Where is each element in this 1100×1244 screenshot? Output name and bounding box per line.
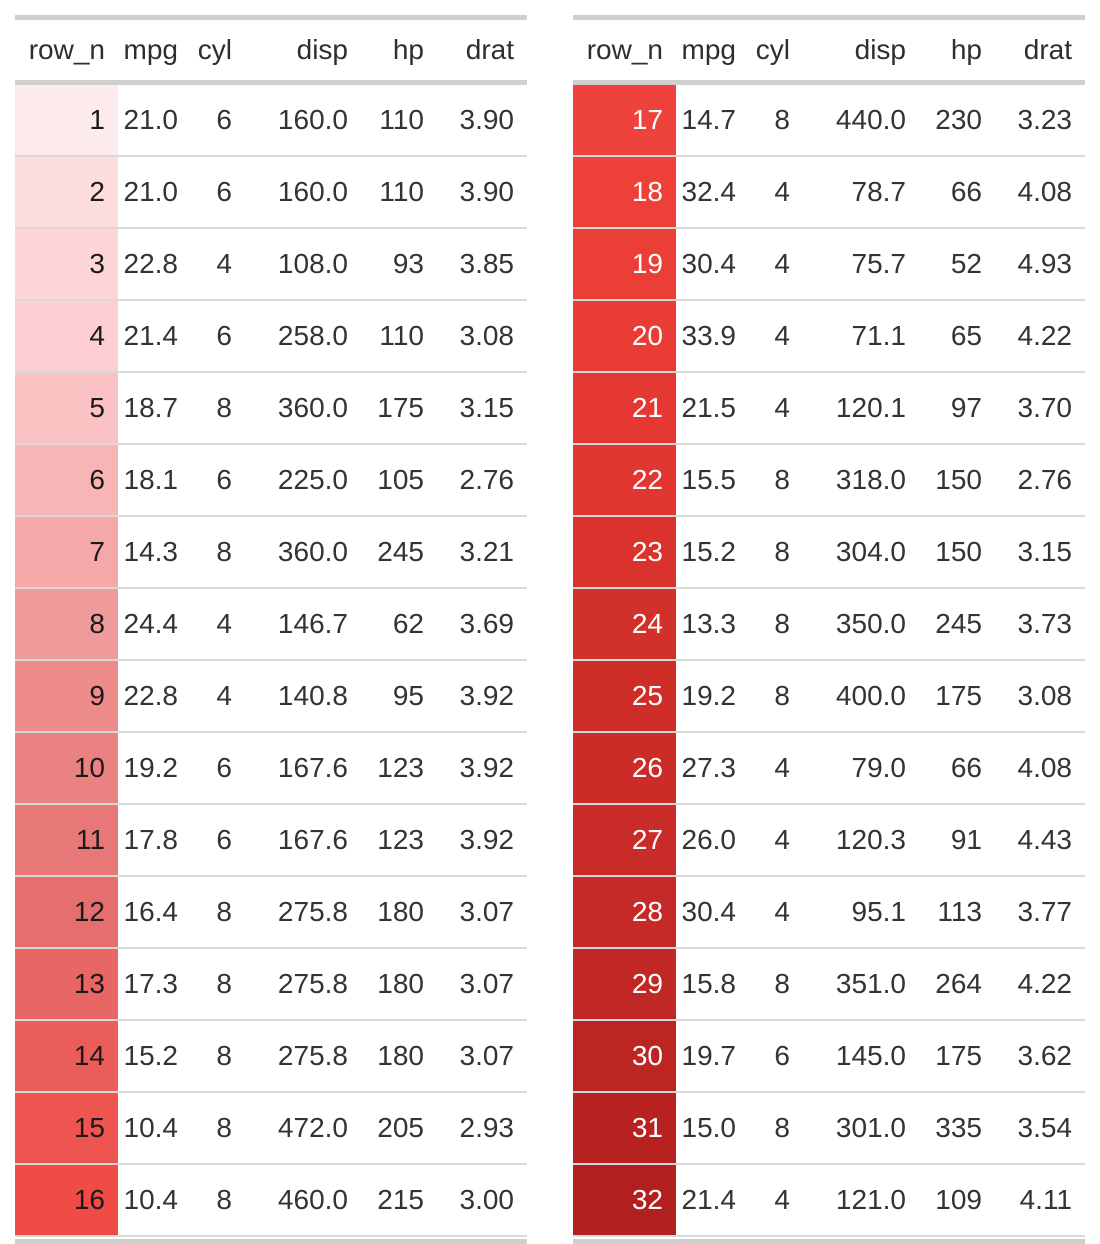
data-cell-hp: 66 xyxy=(919,156,995,228)
data-cell-cyl: 8 xyxy=(749,1092,803,1164)
data-cell-mpg: 15.5 xyxy=(676,444,749,516)
data-cell-drat: 3.90 xyxy=(437,156,527,228)
data-cell-drat: 4.08 xyxy=(995,732,1085,804)
data-cell-drat: 3.73 xyxy=(995,588,1085,660)
data-cell-disp: 258.0 xyxy=(245,300,361,372)
data-cell-cyl: 8 xyxy=(749,444,803,516)
data-cell-hp: 245 xyxy=(919,588,995,660)
data-cell-hp: 62 xyxy=(361,588,437,660)
row-number-cell: 19 xyxy=(573,228,676,300)
row-number-cell: 14 xyxy=(15,1020,118,1092)
data-cell-hp: 205 xyxy=(361,1092,437,1164)
table-header xyxy=(15,18,527,83)
row-number-cell: 29 xyxy=(573,948,676,1020)
data-cell-hp: 175 xyxy=(361,372,437,444)
header-cell-mpg: mpg xyxy=(118,18,191,83)
data-cell-hp: 66 xyxy=(919,732,995,804)
data-cell-hp: 97 xyxy=(919,372,995,444)
data-cell-drat: 3.07 xyxy=(437,1020,527,1092)
data-cell-drat: 4.43 xyxy=(995,804,1085,876)
table-row xyxy=(15,156,527,228)
row-number-cell: 30 xyxy=(573,1020,676,1092)
table-row xyxy=(15,732,527,804)
data-cell-drat: 3.23 xyxy=(995,83,1085,157)
data-cell-disp: 472.0 xyxy=(245,1092,361,1164)
table-row xyxy=(15,516,527,588)
table-block-left xyxy=(15,15,527,1244)
table-row xyxy=(15,1020,527,1092)
data-cell-drat: 3.08 xyxy=(995,660,1085,732)
data-cell-hp: 93 xyxy=(361,228,437,300)
data-cell-mpg: 27.3 xyxy=(676,732,749,804)
header-cell-drat: drat xyxy=(995,18,1085,83)
data-cell-disp: 78.7 xyxy=(803,156,919,228)
data-cell-disp: 275.8 xyxy=(245,876,361,948)
data-cell-cyl: 6 xyxy=(191,804,245,876)
data-cell-drat: 4.22 xyxy=(995,948,1085,1020)
data-cell-cyl: 8 xyxy=(191,876,245,948)
data-cell-cyl: 4 xyxy=(749,1164,803,1236)
row-number-cell: 15 xyxy=(15,1092,118,1164)
data-cell-cyl: 6 xyxy=(191,83,245,157)
data-cell-hp: 123 xyxy=(361,804,437,876)
row-number-cell: 17 xyxy=(573,83,676,157)
data-cell-hp: 150 xyxy=(919,516,995,588)
data-cell-cyl: 8 xyxy=(191,1092,245,1164)
table-row xyxy=(15,948,527,1020)
table-bottom-rule xyxy=(15,1239,527,1244)
data-cell-drat: 3.92 xyxy=(437,732,527,804)
data-cell-disp: 145.0 xyxy=(803,1020,919,1092)
data-cell-mpg: 13.3 xyxy=(676,588,749,660)
data-cell-hp: 175 xyxy=(919,660,995,732)
data-cell-mpg: 21.0 xyxy=(118,156,191,228)
data-cell-cyl: 8 xyxy=(749,660,803,732)
data-cell-disp: 108.0 xyxy=(245,228,361,300)
row-number-cell: 25 xyxy=(573,660,676,732)
data-cell-drat: 4.93 xyxy=(995,228,1085,300)
data-cell-mpg: 18.1 xyxy=(118,444,191,516)
data-cell-disp: 318.0 xyxy=(803,444,919,516)
data-cell-cyl: 8 xyxy=(191,1020,245,1092)
data-cell-disp: 360.0 xyxy=(245,372,361,444)
row-number-cell: 20 xyxy=(573,300,676,372)
row-number-cell: 11 xyxy=(15,804,118,876)
data-cell-mpg: 21.0 xyxy=(118,83,191,157)
data-cell-disp: 167.6 xyxy=(245,732,361,804)
data-cell-mpg: 22.8 xyxy=(118,228,191,300)
data-cell-drat: 3.70 xyxy=(995,372,1085,444)
row-number-cell: 7 xyxy=(15,516,118,588)
data-cell-disp: 160.0 xyxy=(245,156,361,228)
row-number-cell: 23 xyxy=(573,516,676,588)
table-row xyxy=(573,660,1085,732)
header-cell-mpg: mpg xyxy=(676,18,749,83)
data-cell-disp: 121.0 xyxy=(803,1164,919,1236)
table-row xyxy=(573,516,1085,588)
data-cell-cyl: 4 xyxy=(191,228,245,300)
data-cell-cyl: 4 xyxy=(749,372,803,444)
data-cell-disp: 275.8 xyxy=(245,948,361,1020)
data-cell-drat: 3.54 xyxy=(995,1092,1085,1164)
data-cell-mpg: 10.4 xyxy=(118,1092,191,1164)
data-cell-drat: 3.92 xyxy=(437,804,527,876)
data-cell-mpg: 19.2 xyxy=(676,660,749,732)
data-cell-disp: 301.0 xyxy=(803,1092,919,1164)
data-cell-disp: 146.7 xyxy=(245,588,361,660)
data-cell-mpg: 30.4 xyxy=(676,876,749,948)
row-number-cell: 24 xyxy=(573,588,676,660)
data-cell-mpg: 26.0 xyxy=(676,804,749,876)
data-cell-hp: 150 xyxy=(919,444,995,516)
data-cell-drat: 3.92 xyxy=(437,660,527,732)
data-cell-hp: 215 xyxy=(361,1164,437,1236)
data-cell-mpg: 15.2 xyxy=(118,1020,191,1092)
row-number-cell: 3 xyxy=(15,228,118,300)
data-cell-drat: 2.76 xyxy=(437,444,527,516)
header-cell-row_n: row_n xyxy=(15,18,118,83)
data-cell-cyl: 8 xyxy=(191,948,245,1020)
data-cell-disp: 140.8 xyxy=(245,660,361,732)
data-cell-drat: 3.90 xyxy=(437,83,527,157)
data-cell-hp: 123 xyxy=(361,732,437,804)
data-cell-disp: 75.7 xyxy=(803,228,919,300)
data-cell-drat: 4.22 xyxy=(995,300,1085,372)
data-cell-mpg: 30.4 xyxy=(676,228,749,300)
data-cell-drat: 4.11 xyxy=(995,1164,1085,1236)
row-number-cell: 2 xyxy=(15,156,118,228)
table-row xyxy=(573,83,1085,157)
table-row xyxy=(15,804,527,876)
table-row xyxy=(573,732,1085,804)
data-cell-cyl: 4 xyxy=(191,660,245,732)
header-row xyxy=(573,18,1085,83)
row-number-cell: 12 xyxy=(15,876,118,948)
data-cell-hp: 91 xyxy=(919,804,995,876)
data-cell-drat: 3.85 xyxy=(437,228,527,300)
row-number-cell: 9 xyxy=(15,660,118,732)
data-cell-cyl: 8 xyxy=(191,372,245,444)
data-cell-cyl: 4 xyxy=(749,300,803,372)
header-cell-hp: hp xyxy=(361,18,437,83)
table-header xyxy=(573,18,1085,83)
data-cell-disp: 167.6 xyxy=(245,804,361,876)
data-cell-drat: 3.21 xyxy=(437,516,527,588)
data-cell-drat: 3.07 xyxy=(437,948,527,1020)
data-cell-disp: 275.8 xyxy=(245,1020,361,1092)
table-row xyxy=(15,1164,527,1236)
table-row xyxy=(573,156,1085,228)
data-cell-cyl: 4 xyxy=(749,804,803,876)
data-cell-hp: 180 xyxy=(361,948,437,1020)
data-cell-cyl: 4 xyxy=(749,876,803,948)
table-row xyxy=(15,444,527,516)
row-number-cell: 27 xyxy=(573,804,676,876)
data-cell-drat: 3.69 xyxy=(437,588,527,660)
data-cell-cyl: 8 xyxy=(191,516,245,588)
table-row xyxy=(573,372,1085,444)
row-number-cell: 13 xyxy=(15,948,118,1020)
data-cell-disp: 95.1 xyxy=(803,876,919,948)
data-cell-mpg: 21.4 xyxy=(676,1164,749,1236)
data-cell-cyl: 8 xyxy=(749,83,803,157)
data-cell-disp: 304.0 xyxy=(803,516,919,588)
data-cell-mpg: 17.3 xyxy=(118,948,191,1020)
data-cell-disp: 120.1 xyxy=(803,372,919,444)
data-cell-hp: 105 xyxy=(361,444,437,516)
data-table-rows-1-16 xyxy=(15,15,527,1237)
data-cell-mpg: 22.8 xyxy=(118,660,191,732)
table-body xyxy=(15,83,527,1237)
data-cell-mpg: 10.4 xyxy=(118,1164,191,1236)
row-number-cell: 22 xyxy=(573,444,676,516)
table-row xyxy=(573,804,1085,876)
data-cell-cyl: 4 xyxy=(191,588,245,660)
data-cell-cyl: 8 xyxy=(749,948,803,1020)
data-cell-disp: 225.0 xyxy=(245,444,361,516)
data-cell-cyl: 6 xyxy=(749,1020,803,1092)
data-cell-cyl: 6 xyxy=(191,444,245,516)
data-cell-hp: 230 xyxy=(919,83,995,157)
data-cell-mpg: 14.3 xyxy=(118,516,191,588)
data-cell-hp: 264 xyxy=(919,948,995,1020)
table-row xyxy=(573,948,1085,1020)
table-row xyxy=(15,660,527,732)
data-cell-disp: 79.0 xyxy=(803,732,919,804)
data-cell-cyl: 8 xyxy=(191,1164,245,1236)
data-cell-drat: 3.15 xyxy=(995,516,1085,588)
data-cell-cyl: 6 xyxy=(191,300,245,372)
data-cell-cyl: 4 xyxy=(749,156,803,228)
data-cell-mpg: 15.0 xyxy=(676,1092,749,1164)
table-row xyxy=(15,1092,527,1164)
data-table-rows-17-32 xyxy=(573,15,1085,1237)
row-number-cell: 16 xyxy=(15,1164,118,1236)
data-cell-hp: 180 xyxy=(361,1020,437,1092)
table-row xyxy=(573,444,1085,516)
data-cell-mpg: 32.4 xyxy=(676,156,749,228)
data-cell-mpg: 21.4 xyxy=(118,300,191,372)
row-number-cell: 4 xyxy=(15,300,118,372)
data-cell-mpg: 18.7 xyxy=(118,372,191,444)
data-cell-cyl: 4 xyxy=(749,228,803,300)
row-number-cell: 10 xyxy=(15,732,118,804)
data-cell-cyl: 8 xyxy=(749,588,803,660)
header-cell-row_n: row_n xyxy=(573,18,676,83)
data-cell-hp: 110 xyxy=(361,300,437,372)
data-cell-hp: 245 xyxy=(361,516,437,588)
data-cell-drat: 3.08 xyxy=(437,300,527,372)
table-row xyxy=(15,372,527,444)
data-cell-disp: 440.0 xyxy=(803,83,919,157)
table-row xyxy=(573,228,1085,300)
table-row xyxy=(573,876,1085,948)
table-row xyxy=(15,876,527,948)
header-cell-disp: disp xyxy=(803,18,919,83)
table-row xyxy=(573,300,1085,372)
row-number-cell: 32 xyxy=(573,1164,676,1236)
data-cell-mpg: 21.5 xyxy=(676,372,749,444)
table-row xyxy=(15,83,527,157)
data-cell-hp: 95 xyxy=(361,660,437,732)
row-number-cell: 21 xyxy=(573,372,676,444)
row-number-cell: 31 xyxy=(573,1092,676,1164)
row-number-cell: 8 xyxy=(15,588,118,660)
data-cell-cyl: 6 xyxy=(191,156,245,228)
header-cell-drat: drat xyxy=(437,18,527,83)
header-cell-cyl: cyl xyxy=(191,18,245,83)
table-row xyxy=(573,588,1085,660)
table-row xyxy=(573,1164,1085,1236)
table-row xyxy=(573,1092,1085,1164)
data-cell-hp: 110 xyxy=(361,83,437,157)
data-cell-disp: 360.0 xyxy=(245,516,361,588)
data-cell-mpg: 15.2 xyxy=(676,516,749,588)
data-cell-cyl: 4 xyxy=(749,732,803,804)
table-block-right xyxy=(573,15,1085,1244)
data-cell-disp: 71.1 xyxy=(803,300,919,372)
row-number-cell: 18 xyxy=(573,156,676,228)
data-cell-mpg: 14.7 xyxy=(676,83,749,157)
table-row xyxy=(15,588,527,660)
data-cell-disp: 350.0 xyxy=(803,588,919,660)
data-cell-disp: 351.0 xyxy=(803,948,919,1020)
data-cell-disp: 120.3 xyxy=(803,804,919,876)
data-cell-drat: 2.93 xyxy=(437,1092,527,1164)
header-cell-hp: hp xyxy=(919,18,995,83)
data-cell-drat: 3.00 xyxy=(437,1164,527,1236)
data-cell-drat: 3.62 xyxy=(995,1020,1085,1092)
data-cell-disp: 460.0 xyxy=(245,1164,361,1236)
table-bottom-rule xyxy=(573,1239,1085,1244)
header-row xyxy=(15,18,527,83)
data-cell-hp: 175 xyxy=(919,1020,995,1092)
header-cell-disp: disp xyxy=(245,18,361,83)
row-number-cell: 5 xyxy=(15,372,118,444)
data-cell-drat: 4.08 xyxy=(995,156,1085,228)
data-cell-hp: 109 xyxy=(919,1164,995,1236)
data-cell-drat: 3.15 xyxy=(437,372,527,444)
data-cell-drat: 2.76 xyxy=(995,444,1085,516)
data-cell-drat: 3.07 xyxy=(437,876,527,948)
data-cell-mpg: 17.8 xyxy=(118,804,191,876)
table-body xyxy=(573,83,1085,1237)
data-cell-cyl: 8 xyxy=(749,516,803,588)
data-cell-cyl: 6 xyxy=(191,732,245,804)
data-cell-mpg: 33.9 xyxy=(676,300,749,372)
data-cell-drat: 3.77 xyxy=(995,876,1085,948)
data-cell-mpg: 16.4 xyxy=(118,876,191,948)
row-number-cell: 1 xyxy=(15,83,118,157)
row-number-cell: 28 xyxy=(573,876,676,948)
header-cell-cyl: cyl xyxy=(749,18,803,83)
data-cell-disp: 160.0 xyxy=(245,83,361,157)
row-number-cell: 26 xyxy=(573,732,676,804)
data-cell-mpg: 19.2 xyxy=(118,732,191,804)
data-cell-mpg: 15.8 xyxy=(676,948,749,1020)
table-row xyxy=(573,1020,1085,1092)
data-cell-disp: 400.0 xyxy=(803,660,919,732)
data-cell-hp: 65 xyxy=(919,300,995,372)
table-row xyxy=(15,228,527,300)
data-cell-hp: 113 xyxy=(919,876,995,948)
data-cell-mpg: 19.7 xyxy=(676,1020,749,1092)
data-cell-hp: 335 xyxy=(919,1092,995,1164)
data-cell-hp: 52 xyxy=(919,228,995,300)
row-number-cell: 6 xyxy=(15,444,118,516)
data-cell-hp: 110 xyxy=(361,156,437,228)
data-cell-mpg: 24.4 xyxy=(118,588,191,660)
table-row xyxy=(15,300,527,372)
data-cell-hp: 180 xyxy=(361,876,437,948)
